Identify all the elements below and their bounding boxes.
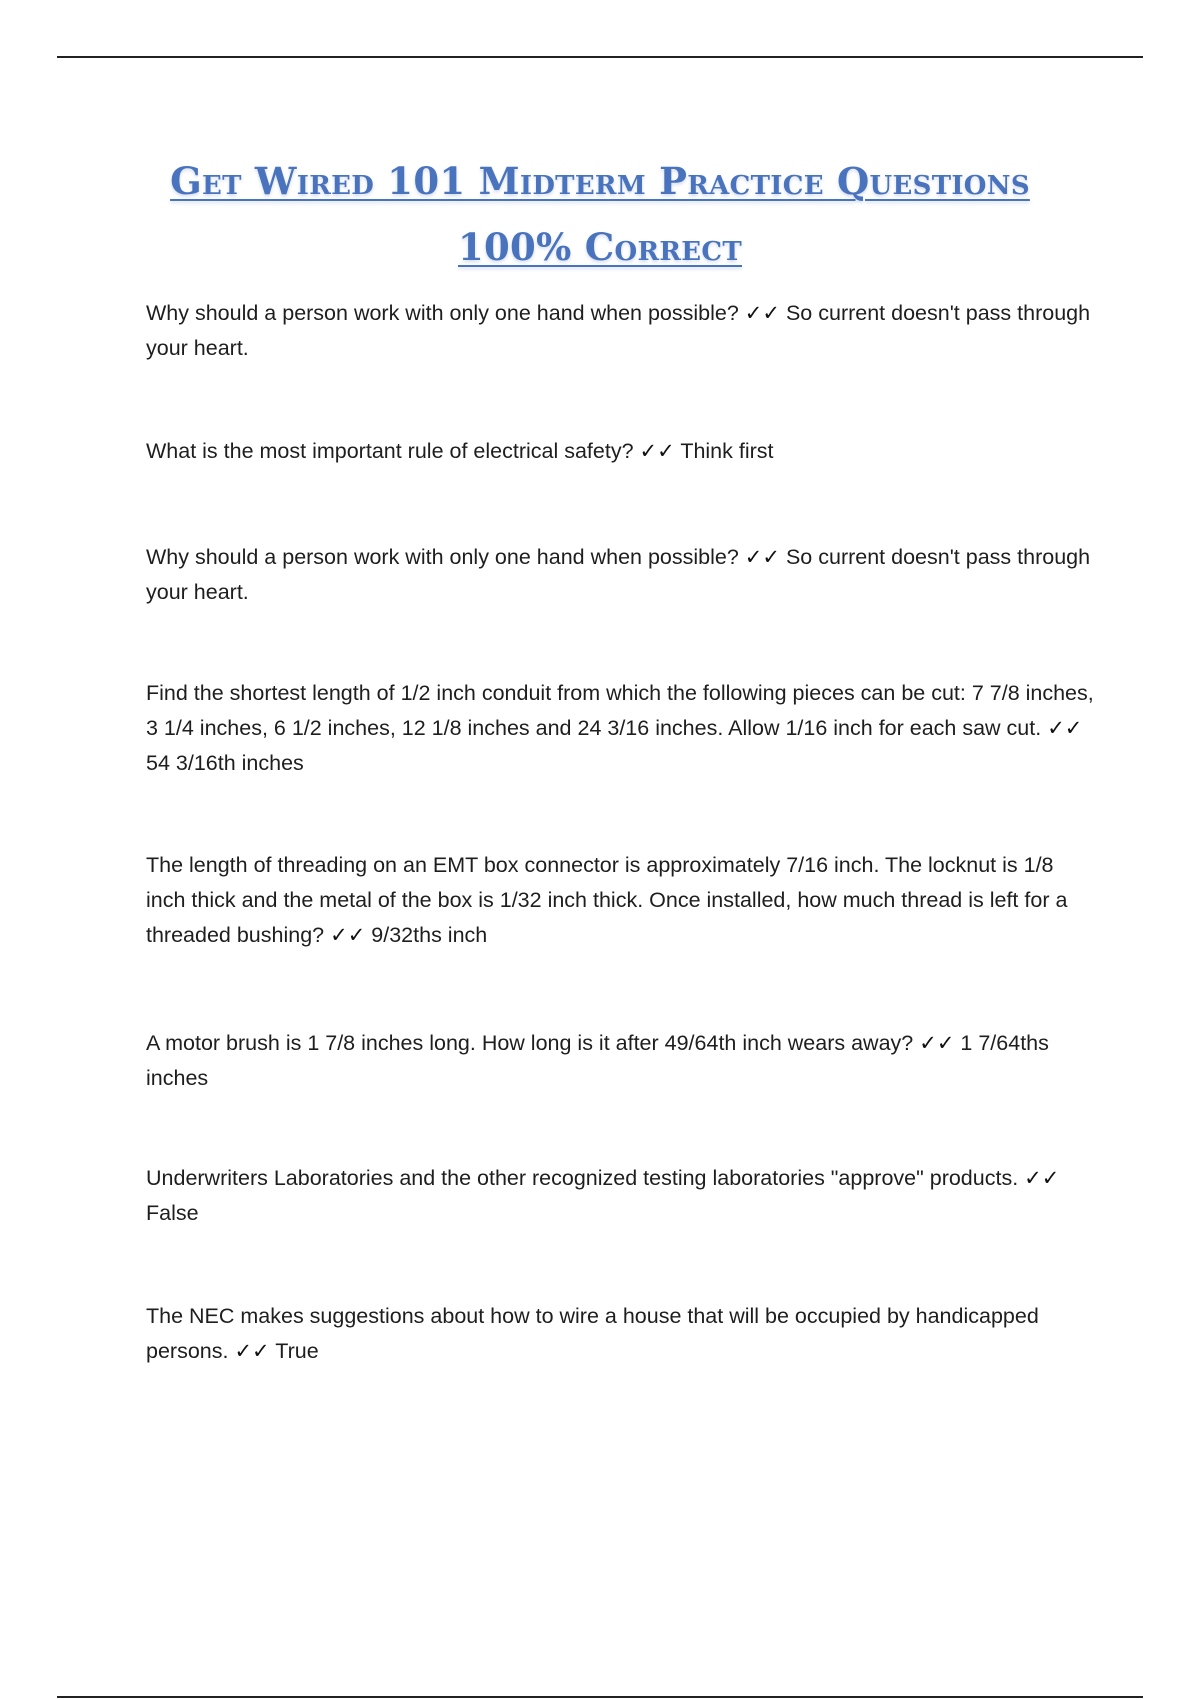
double-check-icon: ✓✓: [1047, 716, 1083, 740]
answer-text: True: [275, 1339, 319, 1363]
double-check-icon: ✓✓: [330, 923, 366, 947]
qa-item-4: [146, 676, 1096, 781]
question-text: Why should a person work with only one hand when possible?: [146, 301, 739, 325]
question-text: A motor brush is 1 7/8 inches long. How long is it after 49/64th inch wears away?: [146, 1031, 914, 1055]
question-text: Underwriters Laboratories and the other recognized testing laboratories "approve" products.: [146, 1166, 1019, 1190]
page-title: [0, 148, 1200, 280]
answer-text: 54 3/16th inches: [146, 751, 304, 775]
qa-item-3: [146, 540, 1096, 610]
double-check-icon: ✓✓: [639, 439, 675, 463]
question-text: The length of threading on an EMT box connector is approximately 7/16 inch. The locknut is 1/8 inch thick and the metal of the box is 1/32 inch thick. Once installed, how much thread is left for a threaded bushing?: [146, 853, 1068, 947]
bottom-rule: [57, 1696, 1143, 1698]
double-check-icon: ✓✓: [919, 1031, 955, 1055]
question-text: Find the shortest length of 1/2 inch conduit from which the following pieces can be cut: 7 7/8 inches, 3 1/4 inches, 6 1/2 inches, 12 1/8 inches and 24 3/16 inches. Allow 1/16 inch for each saw cut.: [146, 681, 1094, 740]
answer-text: So current doesn't pass through your heart.: [146, 301, 1091, 360]
answer-text: 9/32ths inch: [371, 923, 488, 947]
question-text: What is the most important rule of electrical safety?: [146, 439, 634, 463]
question-text: Why should a person work with only one hand when possible?: [146, 545, 739, 569]
answer-text: 1 7/64ths inches: [146, 1031, 1049, 1090]
qa-item-8: [146, 1299, 1096, 1369]
double-check-icon: ✓✓: [744, 301, 780, 325]
top-rule: [57, 56, 1143, 58]
double-check-icon: ✓✓: [1024, 1166, 1060, 1190]
qa-item-6: [146, 1026, 1096, 1096]
qa-item-2: [146, 434, 1096, 469]
title-line-1: Get Wired 101 Midterm Practice Questions: [170, 159, 1030, 203]
answer-text: So current doesn't pass through your heart.: [146, 545, 1091, 604]
answer-text: False: [146, 1201, 199, 1225]
answer-text: Think first: [680, 439, 774, 463]
double-check-icon: ✓✓: [234, 1339, 270, 1363]
double-check-icon: ✓✓: [744, 545, 780, 569]
qa-item-1: [146, 296, 1096, 366]
question-text: The NEC makes suggestions about how to wire a house that will be occupied by handicapped persons.: [146, 1304, 1039, 1363]
title-line-2: 100% Correct: [457, 225, 743, 269]
qa-item-5: [146, 848, 1096, 953]
qa-item-7: [146, 1161, 1096, 1231]
